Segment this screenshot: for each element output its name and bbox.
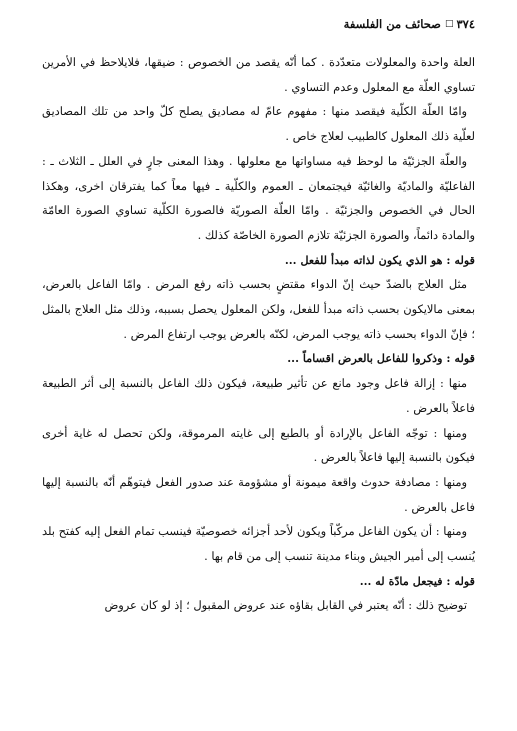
page-number: ٣٧٤ [456,17,475,31]
paragraph: منها : إزالة فاعل وجود مانع عن تأثير طبيعة، فيكون ذلك الفاعل بالنسبة إلى أثر الطبيعة فاعلاً بالعرض . [42,376,475,415]
page-header [42,14,475,34]
paragraph: العلة واحدة والمعلولات متعدّدة . كما أنّه يقصد من الخصوص : ضيقها، فلايلاحظ في الأمرين تساوي العلّة مع المعلول وعدم التساوي . [42,55,475,94]
quoted-heading: قوله : فيجعل مادّة له ... [359,573,475,588]
quoted-heading: قوله : وذكروا للفاعل بالعرض اقساماً ... [287,351,475,366]
paragraph: ومنها : أن يكون الفاعل مركّباً ويكون لأحد أجزائه خصوصيّة فينسب تمام الفعل إليه كفتح بلد يُنسب إلى أمير الجيش وبناء مدينة تنسب إلى من قام بها . [42,524,475,564]
page-body [42,50,475,618]
paragraph: ومنها : توجّه الفاعل بالإرادة أو بالطبع إلى غايته المرموقة، ولكن تحصل له غاية أخرى فيكون بالنسبة إليها فاعلاً بالعرض . [42,425,475,465]
paragraph: مثل العلاج بالضدّ حيث إنّ الدواء مقتضٍ بحسب ذاته رفع المرض . وامّا الفاعل بالعرض، بمعنى مالايكون بحسب ذاته مبدأ للفعل، ولكن المعلول يحصل بسببه، وذلك مثل العلاج بالمثل ؛ فإنّ الدواء بحسب ذاته يوجب المرض، لكنّه بالعرض يوجب ارتفاع المرض . [42,277,475,341]
quoted-heading: قوله : هو الذي يكون لذاته مبدأ للفعل ... [284,252,475,267]
paragraph: وامّا العلّة الكلّية فيقصد منها : مفهوم عامّ له مصاديق يصلح كلّ واحد من تلك المصاديق لعلّية ذلك المعلول كالطبيب لعلاج خاص . [42,104,475,144]
running-title: صحائف من الفلسفة [343,17,441,31]
paragraph: توضيح ذلك : أنّه يعتبر في القابل بقاؤه عند عروض المقبول ؛ إذ لو كان عروض [104,598,467,613]
paragraph: ومنها : مصادفة حدوث واقعة ميمونة أو مشؤومة عند صدور الفعل فيتوهّم أنّه بالنسبة إليها فاعل بالعرض . [42,474,475,514]
paragraph: والعلّة الجزئيّة ما لوحظ فيه مساواتها مع معلولها . وهذا المعنى جارٍ في العلل ـ الثلاث ـ : الفاعليّة والماديّة والغائيّة فيجتمعان ـ العموم والكلّية ـ فيها معاً كما يفترقان اخرى، وهكذا الحال في الخصوص والجزئيّة . وامّا العلّة الصوريّة فالصورة الكلّية تساوي الصورة العامّة والمادة دائماً، والصورة الجزئيّة تلازم الصورة الخاصّة كذلك . [42,153,475,242]
separator-square-icon: □ [444,19,454,29]
